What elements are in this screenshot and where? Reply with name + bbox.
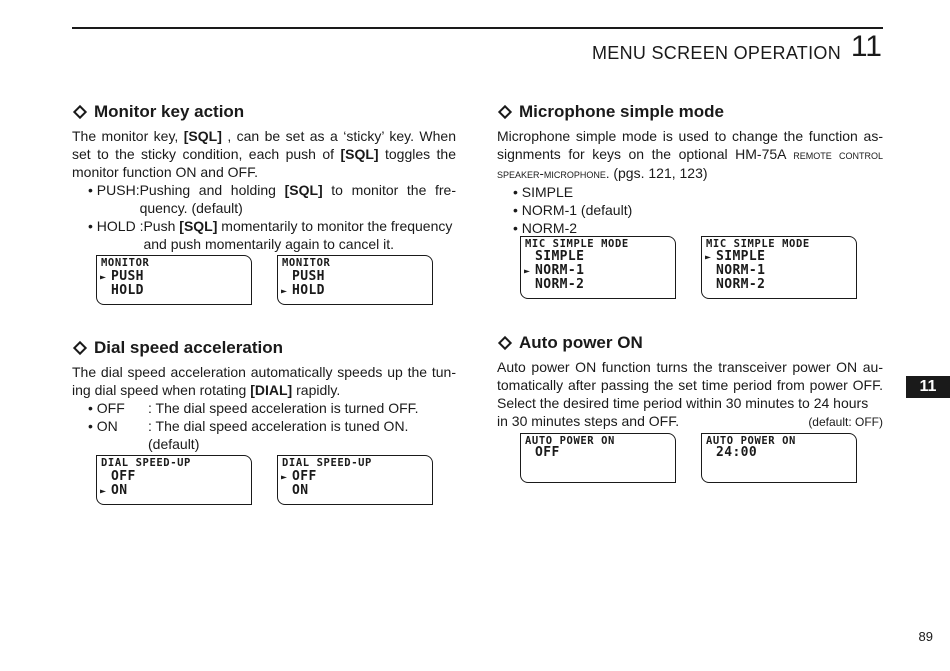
- auto-power-section: [497, 332, 883, 431]
- page-number: 89: [918, 629, 933, 644]
- auto-power-last-line: in 30 minutes steps and OFF. (default: OFF): [497, 413, 883, 429]
- mic-option: • SIMPLE: [513, 184, 574, 200]
- mic-option: • NORM-1 (default): [513, 202, 633, 218]
- monitor-push-item: • PUSH: Pushing and holding [SQL] to monitor the fre-quency. (default): [88, 182, 456, 216]
- cursor-icon: ►: [281, 472, 288, 483]
- mic-section: [497, 101, 883, 237]
- cursor-icon: ►: [100, 486, 107, 497]
- dial-on-default: (default): [148, 436, 200, 452]
- dial-intro: The dial speed acceleration automatically speeds up the tun-ing dial speed when rotating [DIAL] rapidly.: [72, 364, 456, 398]
- auto-power-intro: Auto power ON function turns the transceiver power ON au-tomatically after passing the set time period from power OFF. Select the desired time period within 30 minutes to 24 hours: [497, 359, 883, 411]
- lcd-mic-simple: MIC SIMPLE MODE ► SIMPLE NORM-1 NORM-2: [701, 236, 857, 299]
- diamond-icon: [498, 336, 512, 350]
- mic-heading: Microphone simple mode: [497, 101, 883, 123]
- cursor-icon: ►: [705, 252, 712, 263]
- default-note: (default: OFF): [808, 415, 883, 429]
- dial-heading: Dial speed acceleration: [72, 337, 456, 359]
- header-rule: [72, 27, 883, 29]
- dial-off-item: • OFF : The dial speed acceleration is turned OFF.: [88, 400, 419, 416]
- mic-intro: Microphone simple mode is used to change the function as-signments for keys on the optional HM-75A remote control speaker-microphone. (pgs. 121, 123): [497, 128, 883, 181]
- chapter-number: 11: [850, 30, 882, 63]
- lcd-mic-norm1: MIC SIMPLE MODE SIMPLE ► NORM-1 NORM-2: [520, 236, 676, 299]
- diamond-icon: [498, 105, 512, 119]
- cursor-icon: ►: [524, 266, 531, 277]
- lcd-monitor-push: MONITOR ► PUSH HOLD: [96, 255, 252, 305]
- lcd-auto-power-off: AUTO POWER ON OFF: [520, 433, 676, 483]
- dial-on-item: • ON : The dial speed acceleration is tuned ON.: [88, 418, 409, 434]
- monitor-section: [72, 101, 456, 253]
- diamond-icon: [73, 341, 87, 355]
- monitor-hold-item: • HOLD : Push [SQL] momentarily to monitor the frequency and push momentarily again to cancel it.: [88, 218, 453, 252]
- cursor-icon: ►: [100, 272, 107, 283]
- cursor-icon: ►: [281, 286, 288, 297]
- section-title: MENU SCREEN OPERATION: [592, 43, 841, 63]
- monitor-heading: Monitor key action: [72, 101, 456, 123]
- lcd-monitor-hold: MONITOR PUSH ► HOLD: [277, 255, 433, 305]
- auto-power-heading: Auto power ON: [497, 332, 883, 354]
- dial-section: [72, 337, 456, 453]
- lcd-dial-off: DIAL SPEED-UP ► OFF ON: [277, 455, 433, 505]
- monitor-intro: The monitor key, [SQL] , can be set as a ‘sticky’ key. When set to the sticky condition, each push of [SQL] toggles the monitor function ON and OFF.: [72, 128, 457, 180]
- chapter-side-tab: 11: [906, 376, 950, 398]
- lcd-auto-power-24h: AUTO POWER ON 24:00: [701, 433, 857, 483]
- lcd-dial-on: DIAL SPEED-UP OFF ► ON: [96, 455, 252, 505]
- diamond-icon: [73, 105, 87, 119]
- mic-option: • NORM-2: [513, 220, 578, 236]
